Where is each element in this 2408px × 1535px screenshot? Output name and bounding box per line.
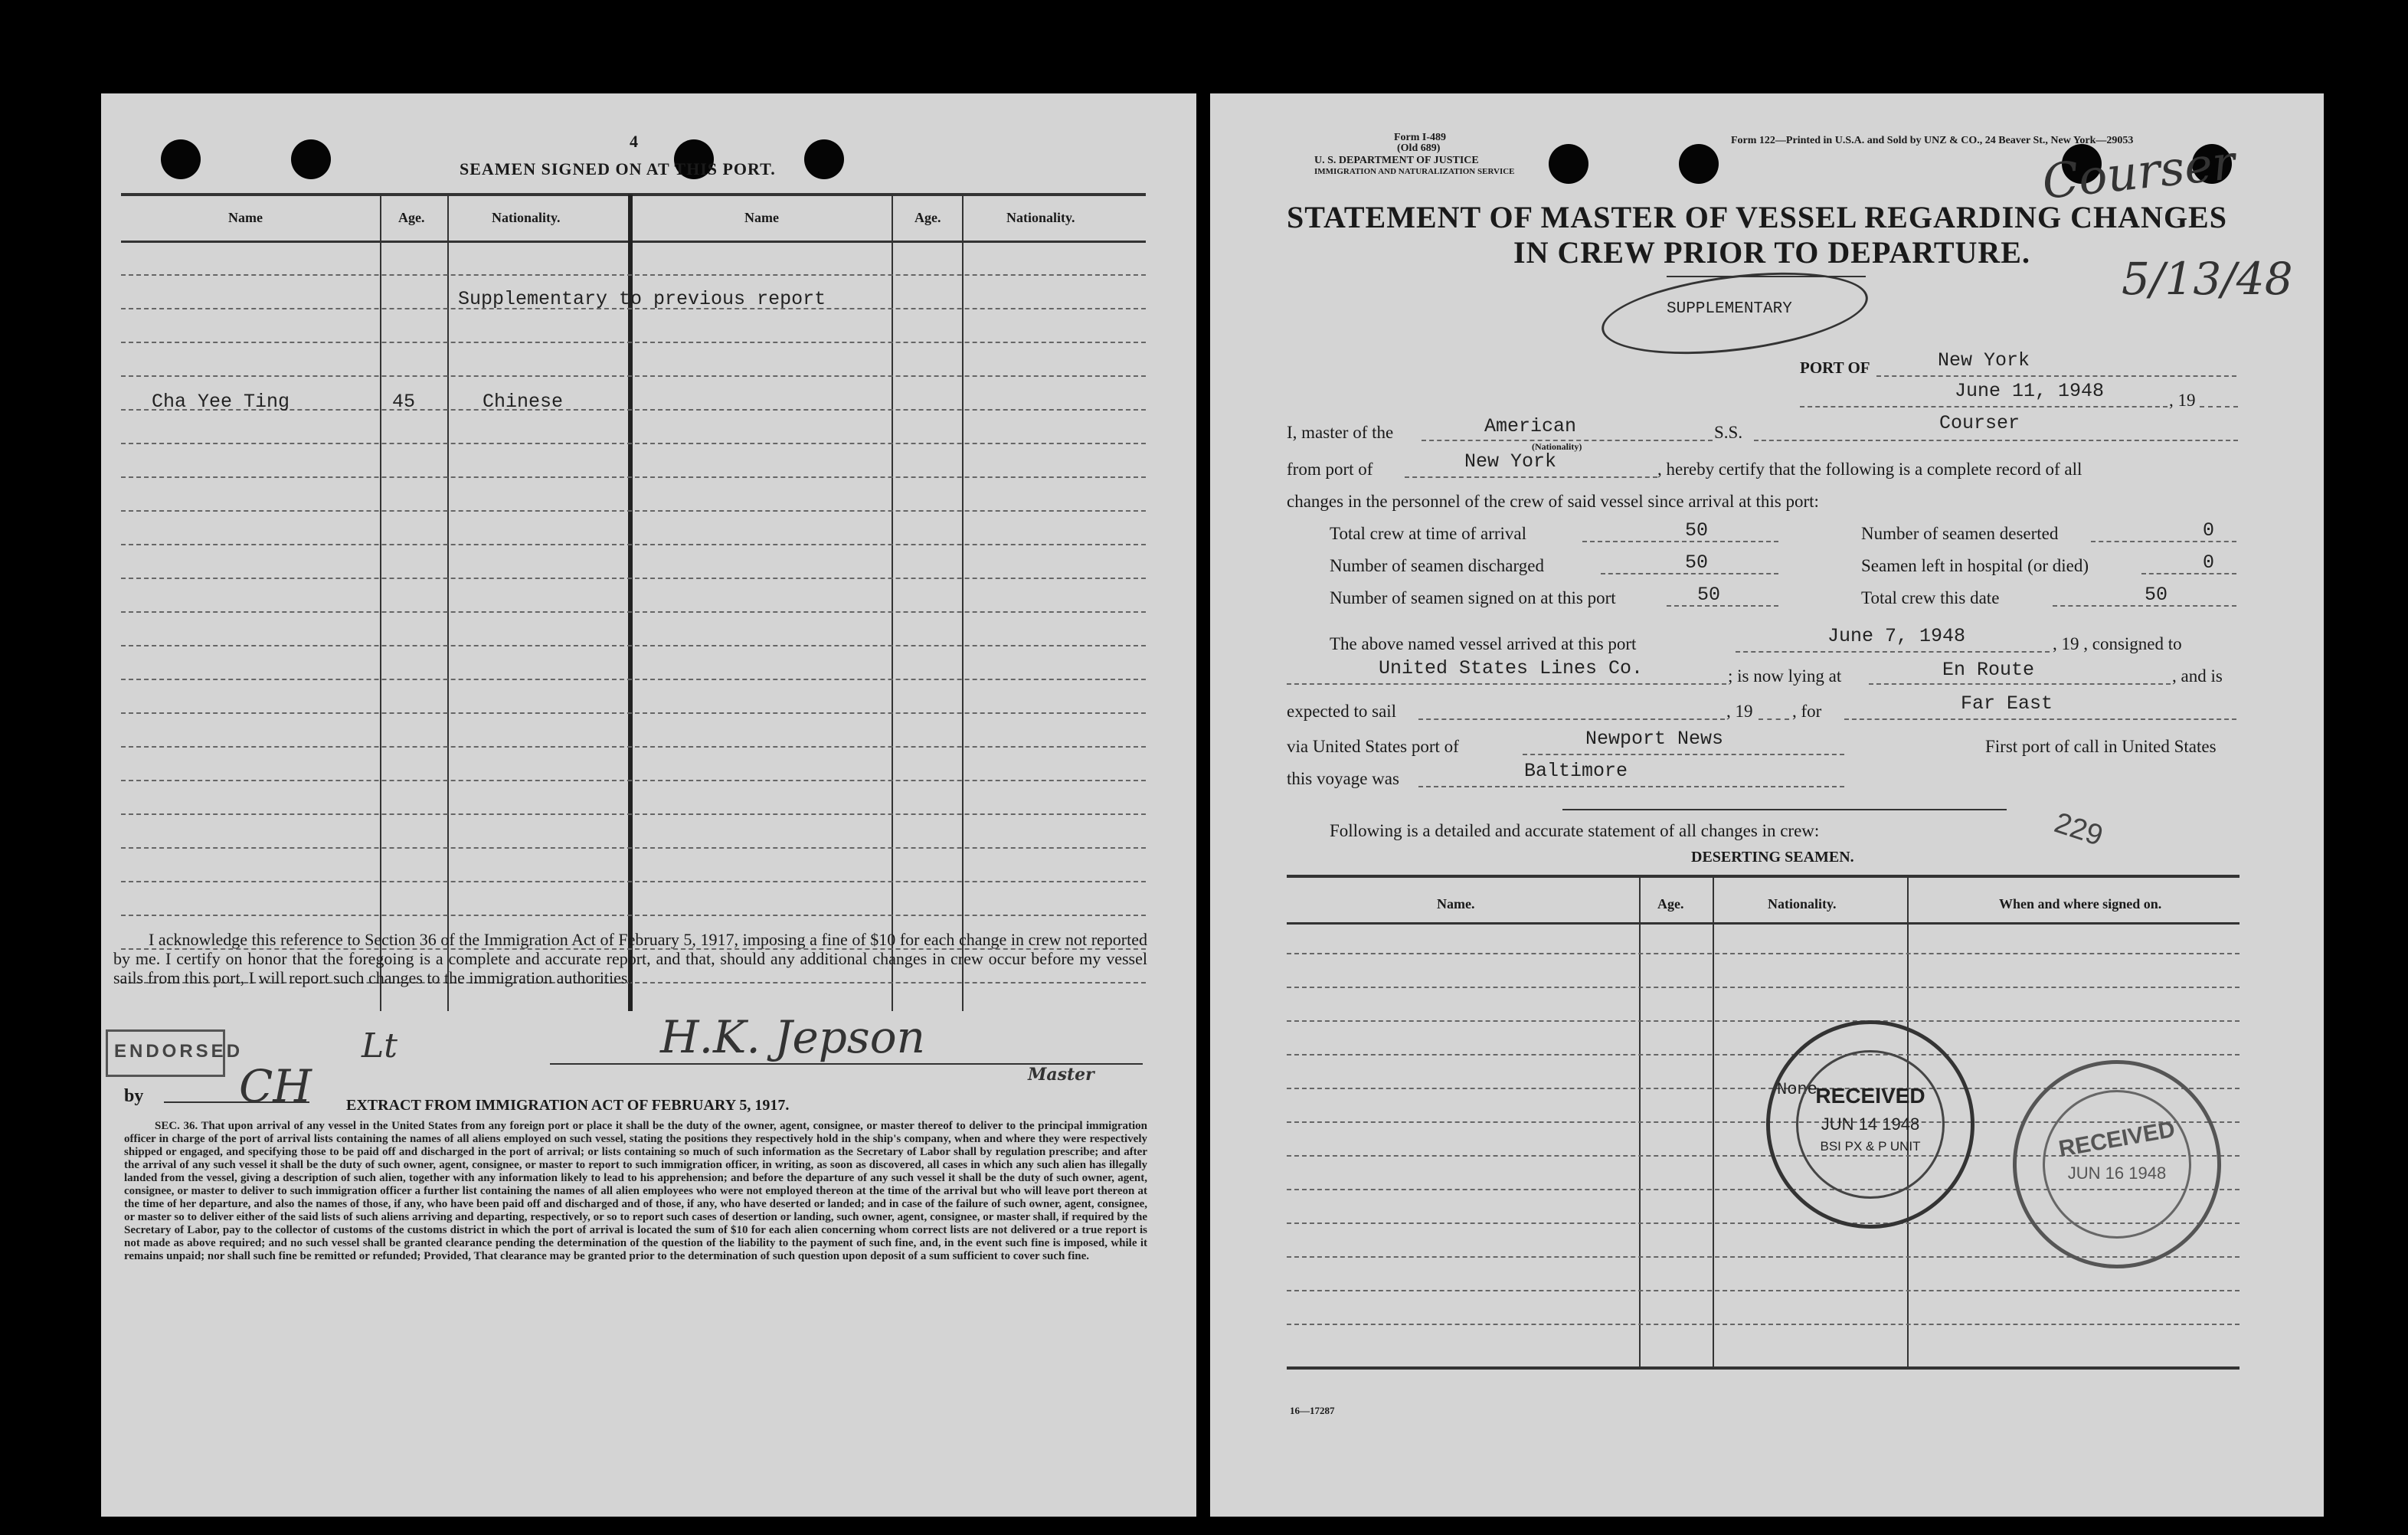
lying-line [1869,683,2171,685]
row-name: Cha Yee Ting [152,391,290,413]
left-page [101,93,1196,1517]
total-arrival-value: 50 [1685,519,1709,542]
stamp2-line1: RECEIVED [2056,1116,2177,1163]
form-number: Form I-489 [1394,132,1447,143]
form-old: (Old 689) [1397,142,1441,154]
supplementary-note: Supplementary to previous report [458,288,826,310]
table-row-rule [121,342,1146,343]
voyage-rule [1562,809,2007,810]
deserting-table-top [1287,875,2240,878]
none-text: None [1777,1080,1817,1099]
row-nationality: Chinese [483,391,564,413]
dcol-signed-on: When and where signed on. [1999,896,2162,912]
stamp1-line3: BSI PX & P UNIT [1820,1139,1921,1154]
printer-line: Form 122—Printed in U.S.A. and Sold by UNZ & CO., 24 Beaver St., New York—29053 [1731,135,2134,146]
row-age: 45 [392,391,416,413]
ss-label: S.S. [1714,423,1743,442]
endorsed-stamp [106,1029,244,1077]
deserting-row-rule [1287,1324,2240,1325]
voyage-label: this voyage was [1287,769,1399,788]
deserted-label: Number of seamen deserted [1861,524,2059,543]
signed-on-label: Number of seamen signed on at this port [1330,588,1616,607]
col-nationality: Nationality. [492,210,561,225]
vessel-line [1754,440,2238,441]
punch-hole [804,139,844,179]
arrived-line [1736,651,2050,653]
from-port-value: New York [1464,450,1557,473]
right-page [1210,93,2324,1517]
stamp-number: 229 [2050,807,2107,853]
via-line [1523,754,1844,755]
table-row-rule [121,780,1146,781]
col-nationality-2: Nationality. [1006,210,1075,225]
supplementary-label: SUPPLEMENTARY [1667,300,1792,318]
deserting-row-rule [1287,953,2240,954]
table-row-rule [121,746,1146,748]
stamp2-line2: JUN 16 1948 [2067,1164,2167,1183]
hospital-value: 0 [2203,551,2215,574]
received-stamp-1 [1766,1020,1974,1229]
deserting-row-rule [1287,1054,2240,1056]
port-label: PORT OF [1800,358,1870,377]
total-date-value: 50 [2145,584,2168,606]
footer-code: 16—17287 [1290,1405,1335,1416]
lying-label: ; is now lying at [1728,666,1842,686]
table-row-rule [121,813,1146,815]
handwritten-ship: Courser [2039,134,2238,210]
certify-text: , hereby certify that the following is a complete record of all [1657,460,2082,479]
expected-line [1418,718,1725,720]
table-row-rule [121,712,1146,714]
consignee-line [1287,683,1726,685]
first-port-line [1418,786,1844,787]
destination-value: Far East [1961,692,2053,715]
deserted-line [2091,541,2236,542]
date-year: , 19 [2169,391,2196,410]
seamen-signed-heading: SEAMEN SIGNED ON AT THIS PORT. [460,159,776,178]
discharged-value: 50 [1685,551,1709,574]
table-row-rule [121,881,1146,882]
department: U. S. DEPARTMENT OF JUSTICE [1314,155,1479,166]
by-initials: CH [239,1060,312,1112]
col-divider [380,195,381,1011]
nationality-caption: (Nationality) [1532,441,1582,452]
stamp1-line1: RECEIVED [1815,1084,1925,1108]
table-row-rule [121,274,1146,276]
arrived-label: The above named vessel arrived at this port [1330,634,1637,653]
lying-value: En Route [1942,659,2035,681]
table-header-rule [121,241,1146,243]
vessel-value: Courser [1939,412,2020,434]
port-line [1876,375,2236,377]
punch-hole [161,139,201,179]
table-row-rule [121,679,1146,680]
date-year-line [2200,406,2238,407]
deserting-heading: DESERTING SEAMEN. [1691,849,1854,866]
hospital-label: Seamen left in hospital (or died) [1861,556,2089,575]
discharged-label: Number of seamen discharged [1330,556,1544,575]
col-age: Age. [398,210,425,225]
punch-hole [1679,144,1719,184]
acknowledgement-text: I acknowledge this reference to Section 36 of the Immigration Act of February 5, 1917, imposing a fine of $10 for each change in crew not reported by me. I certify on honor that the foregoing is a complete and accurate report, and that, should any additional changes in crew occur before my vessel sails from this port, I will report such changes to the immigration authorities. [113,930,1147,987]
arrived-value: June 7, 1948 [1827,625,1966,647]
hospital-line [2141,573,2236,574]
endorsed-text: ENDORSED [114,1041,244,1062]
punch-hole [291,139,331,179]
first-port-value: Baltimore [1524,760,1628,782]
master-signature: H.K. Jepson [660,1011,925,1063]
signed-on-line [1667,605,1778,607]
table-row-rule [121,915,1146,916]
consigned-label: , 19 , consigned to [2053,634,2182,653]
date-line [1800,406,2168,407]
page-number: 4 [630,132,638,151]
date-value: June 11, 1948 [1955,380,2105,402]
nationality-value: American [1484,415,1577,437]
via-label: via United States port of [1287,737,1459,756]
table-row-rule [121,510,1146,512]
consignee-value: United States Lines Co. [1379,657,1644,679]
service: IMMIGRATION AND NATURALIZATION SERVICE [1314,167,1515,176]
by-initials-2: Lt [362,1026,398,1065]
table-top-rule [121,193,1146,196]
punch-hole [1549,144,1588,184]
dcol-nationality: Nationality. [1768,896,1837,912]
total-arrival-line [1582,541,1778,542]
table-row-rule [121,611,1146,613]
table-row-rule [121,375,1146,377]
table-row-rule [121,476,1146,478]
stamp1-line2: JUN 14 1948 [1821,1114,1920,1134]
form-title-line2: IN CREW PRIOR TO DEPARTURE. [1513,235,2030,270]
by-label: by [124,1086,144,1106]
destination-line [1844,718,2236,720]
signed-on-value: 50 [1697,584,1721,606]
following-text: Following is a detailed and accurate statement of all changes in crew: [1330,821,1820,840]
deserting-table-bottom [1287,1366,2240,1370]
master-of-label: I, master of the [1287,423,1394,442]
deserting-row-rule [1287,1020,2240,1022]
deserting-table-header-rule [1287,922,2240,925]
for-label: , for [1792,702,1822,721]
from-port-label: from port of [1287,460,1373,479]
table-row-rule [121,578,1146,579]
from-port-line [1405,476,1657,478]
expected-year-line [1759,718,1789,720]
table-row-rule [121,645,1146,646]
col-name-2: Name [744,210,779,225]
col-name: Name [228,210,263,225]
form-title-line1: STATEMENT OF MASTER OF VESSEL REGARDING CHANGES [1287,200,2227,234]
via-value: Newport News [1585,728,1724,750]
total-date-label: Total crew this date [1861,588,2000,607]
changes-text: changes in the personnel of the crew of said vessel since arrival at this port: [1287,492,1819,511]
expected-label: expected to sail [1287,702,1397,721]
col-divider [962,195,964,1011]
col-age-2: Age. [914,210,941,225]
total-arrival-label: Total crew at time of arrival [1330,524,1527,543]
extract-heading: EXTRACT FROM IMMIGRATION ACT OF FEBRUARY 5, 1917. [346,1097,790,1114]
col-divider-thick [628,195,633,1011]
extract-text: SEC. 36. That upon arrival of any vessel in the United States from any foreign port or place it shall be the duty of the owner, agent, consignee, or master thereof to deliver to the principal immigration officer in charge of the port of arrival lists containing the names of all aliens employed on such vessel, stating the positions they respectively hold in the ship's company, when and where they were respectively shipped or engaged, and specifying those to be paid off and discharged in the port of arrival; or lists containing so much of such information as the Secretary of Labor shall by regulation prescribe; and after the arrival of any such vessel it shall be the duty of such owner, agent, consignee, or master to report to such immigration officer, in writing, as soon as discovered, all cases in which any such alien has illegally landed from the vessel, giving a description of such alien, together with any information likely to lead to his apprehension; and before the departure of any such vessel it shall be the duty of such owner, agent, consignee, or master to deliver to such immigration officer a further list containing the names of all alien employees who were not employed thereon at the time of the arrival but who will leave port thereon at the time of her departure, and also the names of those, if any, who have been paid off and discharged and of those, if any, who have deserted or landed; and in case of the failure of such owner, agent, consignee, or master so to deliver either of the said lists of such aliens arriving and departing, respectively, or so to report such cases of desertion or landing, such owner, agent, consignee, or master shall, if required by the Secretary of Labor, pay to the collector of customs of the customs district in which the port of arrival is located the sum of $10 for each alien concerning whom correct lists are not delivered or a true report is not made as above required; and no such vessel shall be granted clearance pending the determination of the question of the liability to the payment of such fine, and, in the event such fine is imposed, while it remains unpaid; nor shall such fine be remitted or refunded; Provided, That clearance may be granted prior to the determination of such question upon deposit of a sum sufficient to cover such fine. [124,1120,1147,1262]
table-row-rule [121,544,1146,545]
dcol-name: Name. [1437,896,1475,912]
deserted-value: 0 [2203,519,2215,542]
dcol-age: Age. [1657,896,1684,912]
first-port-label: First port of call in United States [1985,737,2217,756]
table-row-rule [121,443,1146,444]
table-row-rule [121,847,1146,849]
col-divider [447,195,449,1011]
col-divider [892,195,893,1011]
deserting-row-rule [1287,987,2240,988]
expected-year: , 19 [1726,702,1753,721]
port-value: New York [1938,349,2030,371]
and-is: , and is [2172,666,2223,686]
deserting-row-rule [1287,1290,2240,1291]
received-stamp-2 [2013,1060,2221,1268]
handwritten-date: 5/13/48 [2122,253,2293,305]
master-label: Master [1028,1065,1094,1085]
